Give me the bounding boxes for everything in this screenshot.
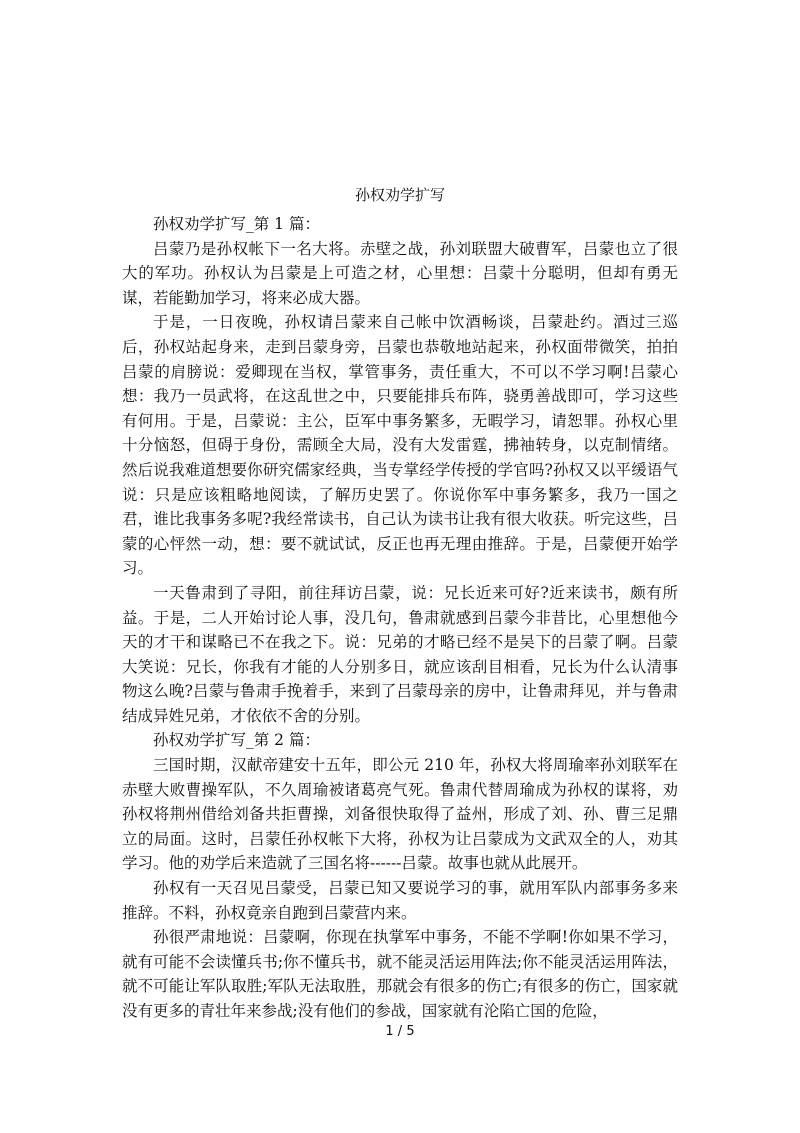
paragraph: 吕蒙乃是孙权帐下一名大将。赤壁之战，孙刘联盟大破曹军，吕蒙也立了很大的军功。孙权认为吕蒙是上可造之材，心里想：吕蒙十分聪明，但却有勇无谋，若能勤加学习，将来必成大器。 xyxy=(122,239,678,307)
paragraph: 于是，一日夜晚，孙权请吕蒙来自己帐中饮酒畅谈，吕蒙赴约。酒过三巡后，孙权站起身来，走到吕蒙身旁，吕蒙也恭敬地站起来，孙权面带微笑，拍拍吕蒙的肩膀说：爱卿现在当权，掌管事务，责任重大，不可以不学习啊!吕蒙心想：我乃一员武将，在这乱世之中，只要能排兵布阵，骁勇善战即可，学习这些有何用。于是，吕蒙说：主公，臣军中事务繁多，无暇学习，请恕罪。孙权心里十分恼怒，但碍于身份，需顾全大局，没有大发雷霆，拂袖转身，以克制情绪。然后说我难道想要你研究儒家经典，当专掌经学传授的学官吗?孙权又以平缓语气说：只是应该粗略地阅读，了解历史罢了。你说你军中事务繁多，我乃一国之君，谁比我事务多呢?我经常读书，自己认为读书让我有很大收获。听完这些，吕蒙的心怦然一动，想：要不就试试，反正也再无理由推辞。于是，吕蒙便开始学习。 xyxy=(122,313,678,578)
section-heading: 孙权劝学扩写_第 2 篇： xyxy=(153,731,320,750)
paragraph: 孙权有一天召见吕蒙受，吕蒙已知又要说学习的事，就用军队内部事务多来推辞。不料，孙权竟亲自跑到吕蒙营内来。 xyxy=(122,879,678,922)
page-number: 1 / 5 xyxy=(385,1024,415,1039)
section-1 xyxy=(122,212,678,728)
document-body xyxy=(122,212,678,1024)
document-title: 孙权劝学扩写 xyxy=(354,186,445,204)
paragraph: 一天鲁肃到了寻阳，前往拜访吕蒙，说：兄长近来可好?近来读书，颇有所益。于是，二人开始讨论人事，没几句，鲁肃就感到吕蒙今非昔比，心里想他今天的才干和谋略已不在我之下。说：兄弟的才略已经不是吴下的吕蒙了啊。吕蒙大笑说：兄长，你我有才能的人分别多日，就应该刮目相看，兄长为什么认清事物这么晚?吕蒙与鲁肃手挽着手，来到了吕蒙母亲的房中，让鲁肃拜见，并与鲁肃结成异姓兄弟，才依依不舍的分别。 xyxy=(122,583,678,725)
paragraph: 孙很严肃地说：吕蒙啊，你现在执掌军中事务，不能不学啊!你如果不学习，就有可能不会读懂兵书;你不懂兵书，就不能灵活运用阵法;你不能灵活运用阵法，就不可能让军队取胜;军队无法取胜，那就会有很多的伤亡;有很多的伤亡，国家就没有更多的青壮年来参战;没有他们的参战，国家就有沦陷亡国的危险， xyxy=(122,928,678,1020)
paragraph: 三国时期，汉献帝建安十五年，即公元 210 年，孙权大将周瑜率孙刘联军在赤壁大败曹操军队，不久周瑜被诸葛亮气死。鲁肃代替周瑜成为孙权的谋将，劝孙权将荆州借给刘备共拒曹操，刘备很快取得了益州，形成了刘、孙、曹三足鼎立的局面。这时，吕蒙任孙权帐下大将，孙权为让吕蒙成为文武双全的人，劝其学习。他的劝学后来造就了三国名将------吕蒙。故事也就从此展开。 xyxy=(122,756,678,873)
section-heading: 孙权劝学扩写_第 1 篇： xyxy=(153,215,320,233)
section-2 xyxy=(122,728,678,1023)
